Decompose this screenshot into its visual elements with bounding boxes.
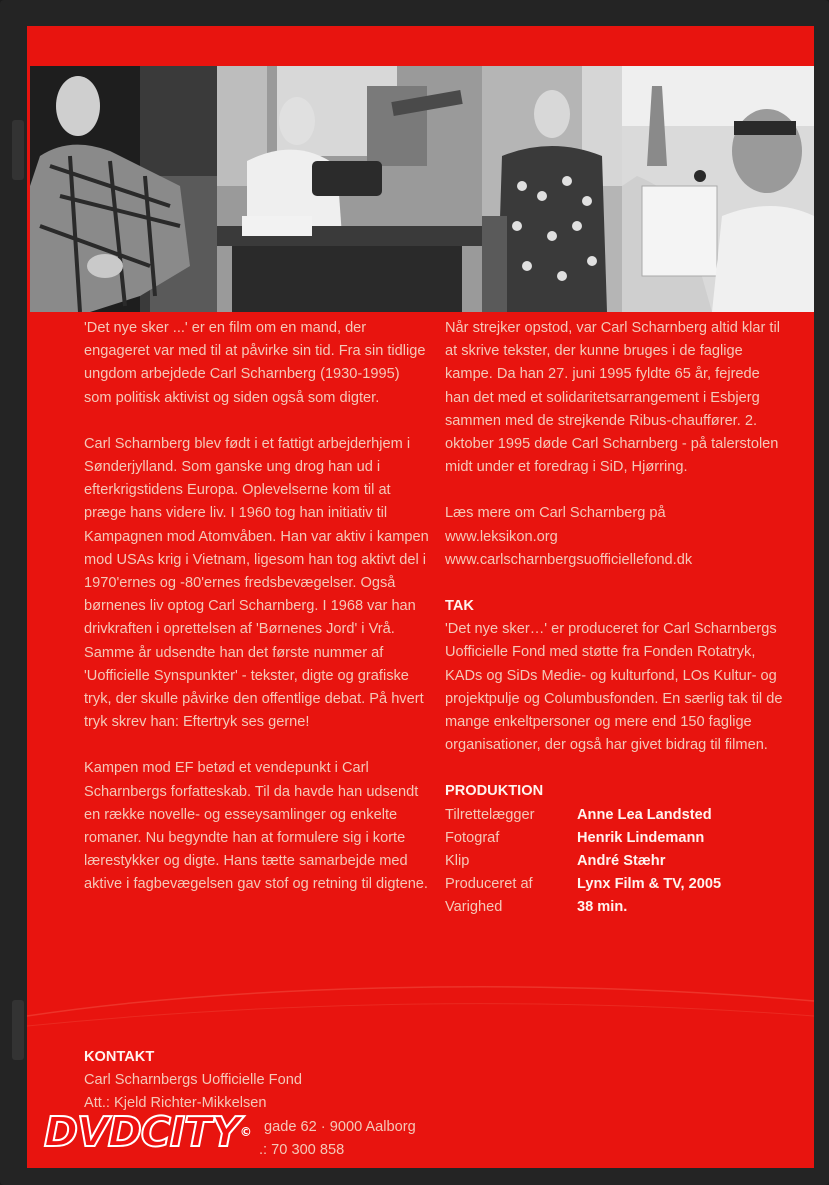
kontakt-att: Att.: Kjeld Richter-Mikkelsen bbox=[84, 1095, 267, 1112]
produktion-role: Klip bbox=[445, 853, 470, 870]
ef-paragraph: Kampen mod EF betød et vendepunkt i Carl Scharnbergs forfatteskab. Til da havde han udsendt en række novelle- og esseysamlinger og enkelte romaner. Nu begyndte han at formulere sig i korte lærestykker og digte. Hans tætte samarbejde med aktive i fagbevægelsen gav stof og retning til digtene. bbox=[84, 760, 428, 893]
strike-paragraph: Når strejker opstod, var Carl Scharnberg altid klar til at skrive tekster, der kunne bruges i de faglige kampe. Da han 27. juni 1995 fyldte 65 år, fejrede han det med et solidaritetsarrangement i Esbjerg sammen med de strejkende Ribus-chauffører. 2. oktober 1995 døde Carl Scharnberg - på talerstolen midt under et foredrag i SiD, Hjørring. bbox=[445, 320, 780, 476]
produktion-role: Tilrettelægger bbox=[445, 806, 535, 823]
dvdcity-watermark-logo bbox=[44, 1107, 251, 1157]
copyright-icon: © bbox=[239, 1125, 251, 1139]
kontakt-organisation: Carl Scharnbergs Uofficielle Fond bbox=[84, 1072, 302, 1089]
photo-man-at-typewriter bbox=[217, 66, 482, 312]
link-leksikon[interactable]: www.leksikon.org bbox=[445, 528, 558, 545]
kontakt-address: gade 62 · 9000 Aalborg bbox=[264, 1118, 416, 1135]
watermark-text: DVDCITY bbox=[44, 1108, 240, 1156]
produktion-row bbox=[445, 873, 785, 896]
intro-paragraph: 'Det nye sker ...' er en film om en mand, der engageret var med til at påvirke sin tid. Fra sin tidlige ungdom arbejdede Carl Scharnberg (1930-1995) som politisk aktivist og siden også som digter. bbox=[84, 320, 426, 406]
read-more-text: Læs mere om Carl Scharnberg på bbox=[445, 505, 666, 522]
produktion-name: Lynx Film & TV, 2005 bbox=[577, 876, 722, 893]
kontakt-heading: KONTAKT bbox=[84, 1049, 155, 1065]
photo-woman-sweater bbox=[482, 66, 622, 312]
biography-paragraph: Carl Scharnberg blev født i et fattigt arbejderhjem i Sønderjylland. Som ganske ung drog han ud i efterkrigstidens Europa. Oplevelserne kom til at præge hans videre liv. I 1960 tog han initiativ til Kampagnen mod Atomvåben. Han var aktiv i kampen mod USAs krig i Vietnam, ligesom han tog aktivt del i 1970'ernes og -80'ernes fredsbevægelser. Også børnenes liv optog Carl Scharnberg. I 1968 var han drivkraften i oprettelsen af 'Børnenes Jord' i Vrå. Samme år udsendte han det første nummer af 'Uofficielle Synspunkter' - tekster, digte og grafiske tryk, der skulle påvirke den offentlige debat. På hvert tryk skrev han: Eftertryk ses gerne! bbox=[84, 435, 429, 731]
photo-old-man-speaking bbox=[622, 66, 814, 312]
produktion-list bbox=[445, 804, 785, 920]
produktion-role: Fotograf bbox=[445, 829, 500, 846]
right-column bbox=[445, 317, 785, 920]
produktion-row bbox=[445, 896, 785, 919]
tak-heading: TAK bbox=[445, 598, 474, 615]
produktion-role: Varighed bbox=[445, 899, 503, 916]
produktion-name: Henrik Lindemann bbox=[577, 829, 705, 846]
tak-paragraph: 'Det nye sker…' er produceret for Carl Scharnbergs Uofficielle Fond med støtte fra Fonden Rotatryk, KADs og SiDs Medie- og kulturfond, LOs Kultur- og projektpulje og Columbusfonden. En særlig tak til de mange enkeltpersoner og mere end 150 faglige organisationer, der også har givet bidrag til filmen. bbox=[445, 621, 783, 754]
link-fond[interactable]: www.carlscharnbergsuofficiellefond.dk bbox=[445, 551, 693, 568]
photo-strip bbox=[27, 66, 814, 312]
case-hinge-bottom bbox=[12, 1000, 24, 1060]
produktion-row bbox=[445, 804, 785, 827]
back-cover bbox=[27, 26, 814, 1168]
produktion-heading: PRODUKTION bbox=[445, 783, 544, 800]
produktion-row bbox=[445, 850, 785, 873]
kontakt-phone: .: 70 300 858 bbox=[259, 1141, 345, 1158]
produktion-name: Anne Lea Landsted bbox=[577, 806, 712, 823]
produktion-name: 38 min. bbox=[577, 899, 628, 916]
produktion-row bbox=[445, 827, 785, 850]
produktion-name: André Stæhr bbox=[577, 853, 666, 870]
left-column bbox=[84, 317, 429, 920]
case-hinge-top bbox=[12, 120, 24, 180]
photo-man-plaid-shirt bbox=[30, 66, 217, 312]
produktion-role: Produceret af bbox=[445, 876, 533, 893]
